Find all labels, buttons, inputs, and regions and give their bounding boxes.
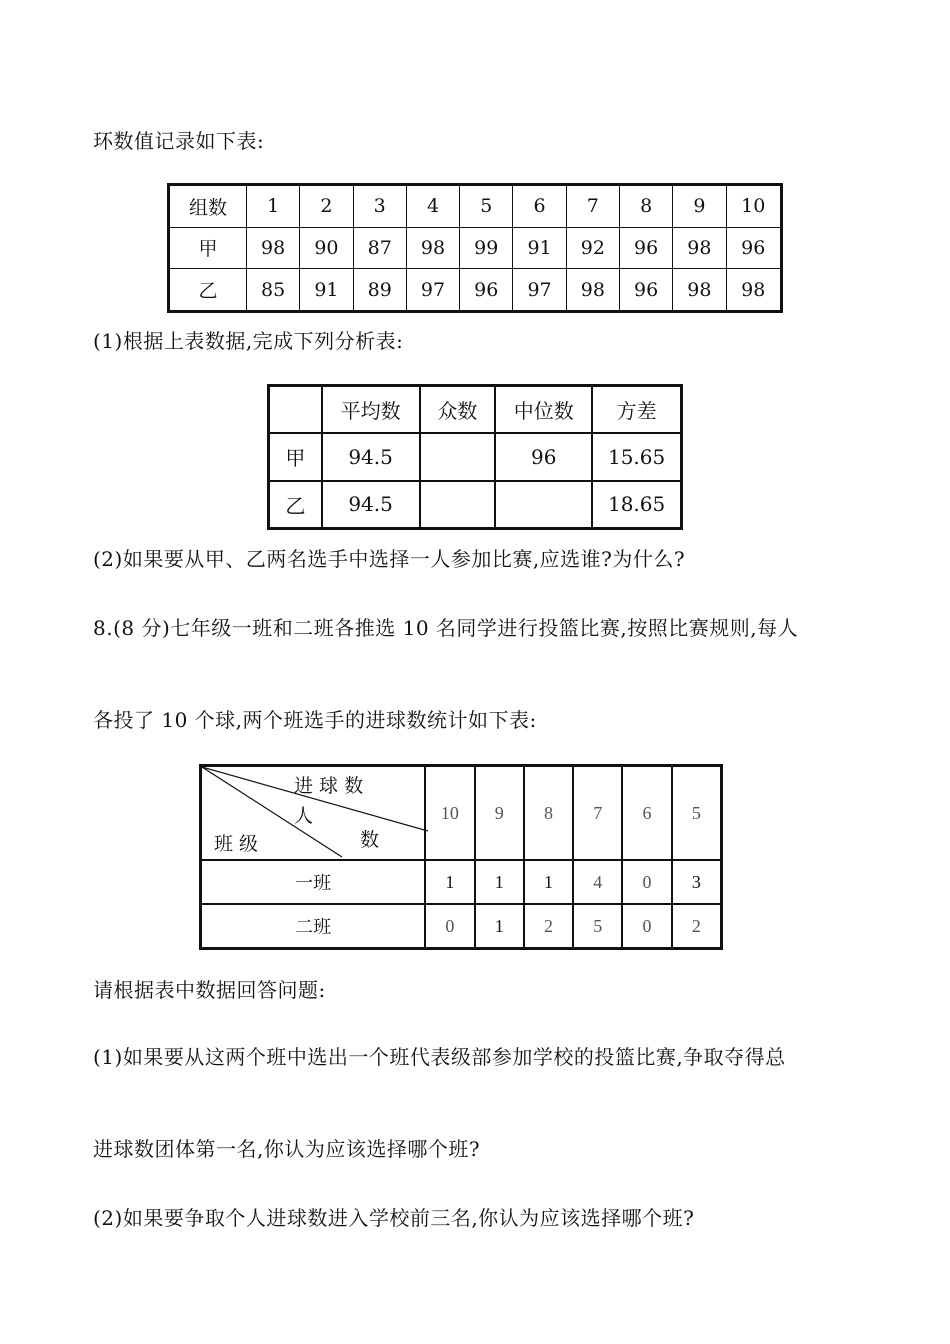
- table-cell: 89: [353, 269, 406, 312]
- table-cell: 5: [573, 904, 622, 949]
- table-cell: [420, 481, 496, 529]
- table-cell: 甲: [269, 433, 322, 480]
- prompt-text: 请根据表中数据回答问题:: [93, 978, 326, 1002]
- table-cell: 1: [475, 860, 524, 904]
- table-cell: 4: [406, 185, 459, 228]
- goals-header-cell: 6: [622, 766, 671, 861]
- table-cell: 98: [566, 269, 619, 312]
- problem-8-line-1: 8.(8 分)七年级一班和二班各推选 10 名同学进行投篮比赛,按照比赛规则,每人: [93, 616, 799, 640]
- table-cell: 0: [425, 904, 474, 949]
- table-cell: 2: [672, 904, 722, 949]
- shooting-record-table: [167, 183, 783, 313]
- table-cell: 91: [300, 269, 353, 312]
- sub-question-2-text: (2)如果要争取个人进球数进入学校前三名,你认为应该选择哪个班?: [93, 1206, 695, 1230]
- table-cell: 中位数: [495, 386, 592, 434]
- goals-header-cell: 10: [425, 766, 474, 861]
- table-cell: 8: [619, 185, 672, 228]
- table-cell: 众数: [420, 386, 496, 434]
- goals-header-cell: 8: [524, 766, 573, 861]
- table-cell: 96: [619, 227, 672, 268]
- diag-label-goals: 进 球 数: [294, 775, 364, 797]
- table-cell: 乙: [269, 481, 322, 529]
- intro-text: 环数值记录如下表:: [93, 129, 265, 153]
- table-cell: 平均数: [322, 386, 420, 434]
- table-row: [201, 766, 722, 861]
- goals-table: [199, 764, 723, 950]
- table-cell: 2: [524, 904, 573, 949]
- table-cell: 4: [573, 860, 622, 904]
- table-cell: [495, 481, 592, 529]
- table-cell: [420, 433, 496, 480]
- table-cell: 2: [300, 185, 353, 228]
- table-cell: 85: [247, 269, 300, 312]
- table-cell: 98: [726, 269, 781, 312]
- table-cell: 5: [460, 185, 513, 228]
- diagonal-header-cell: [201, 766, 426, 861]
- table-cell: 94.5: [322, 481, 420, 529]
- analysis-table: [267, 384, 683, 530]
- table-row: [269, 386, 682, 434]
- table-cell: 1: [425, 860, 474, 904]
- table-cell: 方差: [592, 386, 681, 434]
- table-cell: 98: [406, 227, 459, 268]
- table-row: [169, 227, 782, 268]
- table-cell: 97: [513, 269, 566, 312]
- table-cell: 6: [513, 185, 566, 228]
- table-row: [169, 185, 782, 228]
- table-row: [201, 860, 722, 904]
- table-cell: 0: [622, 904, 671, 949]
- diag-label-people: 人: [294, 805, 314, 827]
- table-cell: 15.65: [592, 433, 681, 480]
- sub-question-1-line-1: (1)如果要从这两个班中选出一个班代表级部参加学校的投篮比赛,争取夺得总: [93, 1045, 786, 1069]
- table-cell: 3: [353, 185, 406, 228]
- table-cell: 98: [247, 227, 300, 268]
- question-2-text: (2)如果要从甲、乙两名选手中选择一人参加比赛,应选谁?为什么?: [93, 547, 686, 571]
- problem-8-line-2: 各投了 10 个球,两个班选手的进球数统计如下表:: [93, 708, 537, 732]
- goals-header-cell: 9: [475, 766, 524, 861]
- table-row: [269, 433, 682, 480]
- table-row: [201, 904, 722, 949]
- table-cell: 92: [566, 227, 619, 268]
- class-label-cell: 二班: [201, 904, 426, 949]
- table-cell: 91: [513, 227, 566, 268]
- table-cell: [269, 386, 322, 434]
- diag-label-count: 数: [360, 829, 380, 851]
- table-cell: 9: [673, 185, 726, 228]
- table-cell: 97: [406, 269, 459, 312]
- table-cell: 98: [673, 269, 726, 312]
- class-label-cell: 一班: [201, 860, 426, 904]
- table-cell: 10: [726, 185, 781, 228]
- question-1-text: (1)根据上表数据,完成下列分析表:: [93, 329, 404, 353]
- table-cell: 1: [475, 904, 524, 949]
- table-cell: 96: [726, 227, 781, 268]
- table-cell: 96: [460, 269, 513, 312]
- table-cell: 1: [524, 860, 573, 904]
- sub-question-1-line-2: 进球数团体第一名,你认为应该选择哪个班?: [93, 1137, 481, 1161]
- table-cell: 87: [353, 227, 406, 268]
- table-cell: 99: [460, 227, 513, 268]
- table-cell: 98: [673, 227, 726, 268]
- table-row: [169, 269, 782, 312]
- table-cell: 7: [566, 185, 619, 228]
- table-cell: 甲: [169, 227, 247, 268]
- table-cell: 96: [495, 433, 592, 480]
- diag-label-class: 班 级: [214, 833, 259, 855]
- goals-header-cell: 5: [672, 766, 722, 861]
- table-cell: 90: [300, 227, 353, 268]
- table-cell: 乙: [169, 269, 247, 312]
- table-cell: 1: [247, 185, 300, 228]
- table-cell: 3: [672, 860, 722, 904]
- table-cell: 0: [622, 860, 671, 904]
- table-cell: 组数: [169, 185, 247, 228]
- table-cell: 94.5: [322, 433, 420, 480]
- table-cell: 96: [619, 269, 672, 312]
- goals-header-cell: 7: [573, 766, 622, 861]
- table-cell: 18.65: [592, 481, 681, 529]
- table-row: [269, 481, 682, 529]
